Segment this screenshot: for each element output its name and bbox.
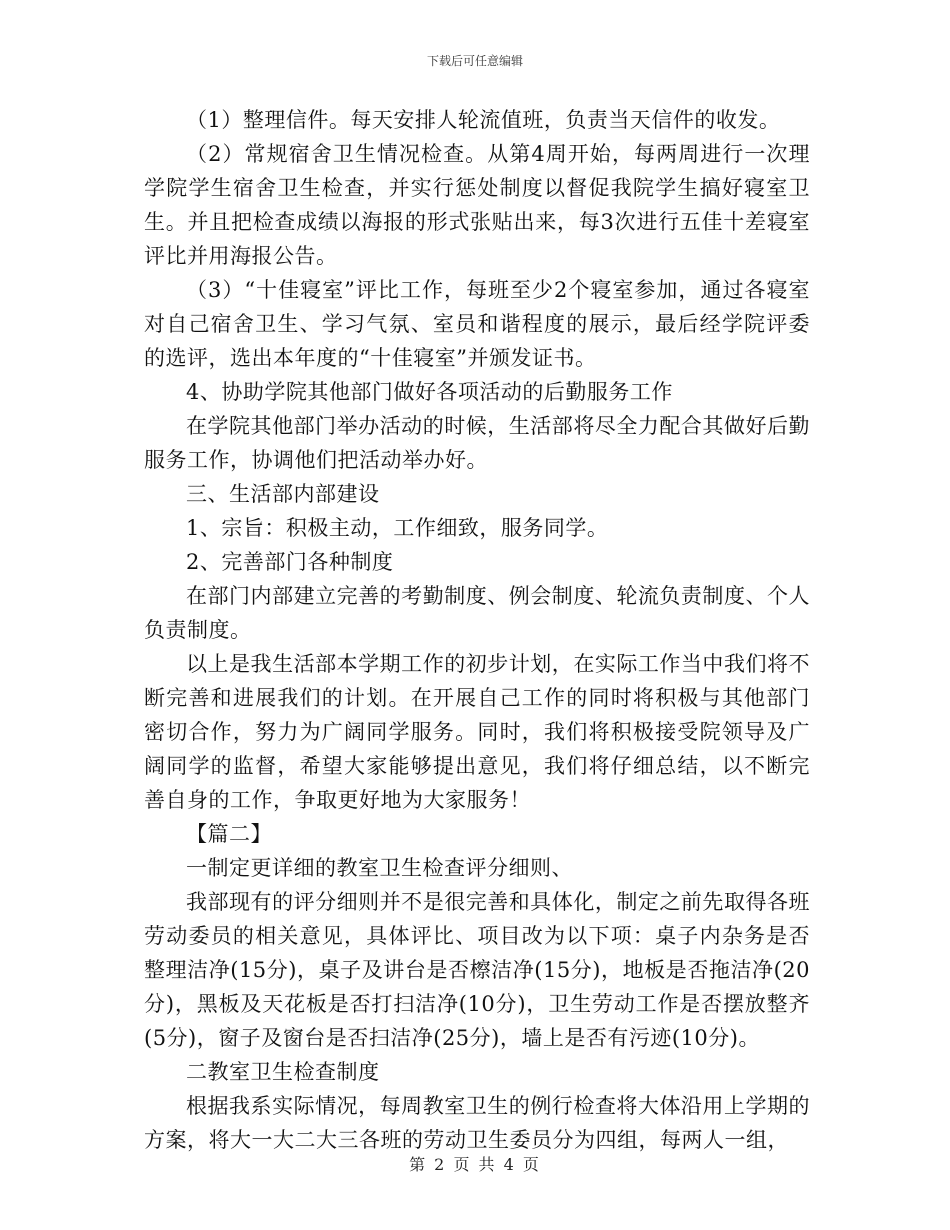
paragraph-item-1: （1）整理信件。每天安排人轮流值班，负责当天信件的收发。 <box>186 108 781 132</box>
document-body <box>144 103 810 1157</box>
section-heading-assist: 4、协助学院其他部门做好各项活动的后勤服务工作 <box>186 380 673 404</box>
section-heading-rules: 一制定更详细的教室卫生检查评分细则、 <box>186 856 573 880</box>
section-heading-system: 2、完善部门各种制度 <box>186 550 394 574</box>
paragraph-system-body: 在部门内部建立完善的考勤制度、例会制度、轮流负责制度、个人负责制度。 <box>144 584 810 642</box>
paragraph-item-3: （3）“十佳寝室”评比工作，每班至少2个寝室参加，通过各寝室对自己宿舍卫生、学习气氛、室员和谐程度的展示，最后经学院评委的选评，选出本年度的“十佳寝室”并颁发证书。 <box>144 278 810 370</box>
section-heading-internal: 三、生活部内部建设 <box>186 482 380 506</box>
paragraph-inspection-body: 根据我系实际情况，每周教室卫生的例行检查将大体沿用上学期的方案，将大一大二大三各班的劳动卫生委员分为四组，每两人一组， <box>144 1094 810 1152</box>
paragraph-summary: 以上是我生活部本学期工作的初步计划，在实际工作当中我们将不断完善和进展我们的计划。在开展自己工作的同时将积极与其他部门密切合作，努力为广阔同学服务。同时，我们将积极接受院领导及广阔同学的监督，希望大家能够提出意见，我们将仔细总结，以不断完善自身的工作，争取更好地为大家服务！ <box>144 652 810 812</box>
page-footer: 第 2 页 共 4 页 <box>409 1155 541 1174</box>
paragraph-purpose: 1、宗旨：积极主动，工作细致，服务同学。 <box>186 516 609 540</box>
paragraph-rules-body: 我部现有的评分细则并不是很完善和具体化，制定之前先取得各班劳动委员的相关意见，具体评比、项目改为以下项：桌子内杂务是否整理洁净(15分)，桌子及讲台是否檫洁净(15分)，地板是否拖洁净(20分)，黑板及天花板是否打扫洁净(10分)，卫生劳动工作是否摆放整齐(5分)，窗子及窗台是否扫洁净(25分)，墙上是否有污迹(10分)。 <box>144 890 810 1050</box>
page-header: 下载后可任意编辑 <box>426 54 523 68</box>
paragraph-assist-body: 在学院其他部门举办活动的时候，生活部将尽全力配合其做好后勤服务工作，协调他们把活动举办好。 <box>144 414 810 472</box>
section-heading-inspection: 二教室卫生检查制度 <box>186 1060 380 1084</box>
section-heading-part-two: 【篇二】 <box>186 822 272 846</box>
paragraph-item-2: （2）常规宿舍卫生情况检查。从第4周开始，每两周进行一次理学院学生宿舍卫生检查，并实行惩处制度以督促我院学生搞好寝室卫生。并且把检查成绩以海报的形式张贴出来，每3次进行五佳十差寝室评比并用海报公告。 <box>144 142 810 268</box>
